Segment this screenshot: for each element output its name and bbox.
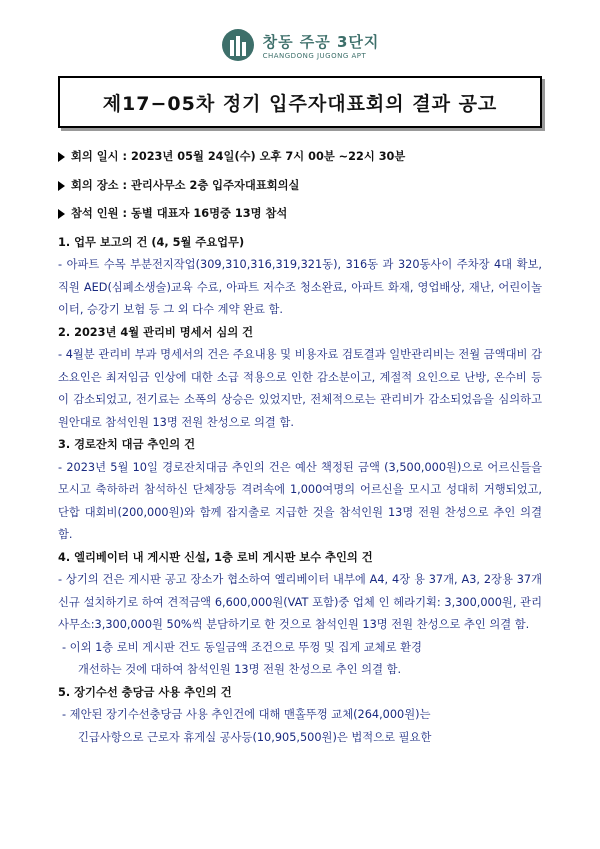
title-box bbox=[58, 76, 542, 128]
section-4-body: - 상기의 건은 게시판 공고 장소가 협소하여 엘리베이터 내부에 A4, 4장 용 37개, A3, 2장용 37개 신규 설치하기로 하여 견적금액 6,600,000원(VAT 포함)중 업체 인 헤라기획: 3,300,000원, 관리사무소:3,300,000원 50%씩 분담하기로 한 것으로 참석인원 13명 전원 찬성으로 추인 의결 함. bbox=[58, 573, 542, 631]
section-5-title: 5. 장기수선 충당금 사용 추인의 건 bbox=[58, 685, 232, 699]
section-5-body: - 제안된 장기수선충당금 사용 추인건에 대해 맨홀뚜껑 교체(264,000원)는 긴급사항으로 근로자 휴게실 공사등(10,905,500원)은 법적으로 필요한 bbox=[62, 708, 432, 744]
section-4-title: 4. 엘리베이터 내 게시판 신설, 1층 로비 게시판 보수 추인의 건 bbox=[58, 550, 373, 564]
info-meeting-time: 회의 일시 : 2023년 05월 24일(수) 오후 7시 00분 ~22시 30분 bbox=[58, 146, 542, 169]
logo-subtitle: CHANGDONG JUGONG APT bbox=[262, 51, 367, 60]
section-1-title: 1. 업무 보고의 건 (4, 5월 주요업무) bbox=[58, 235, 245, 249]
logo-name: 창동 주공 3단지 bbox=[262, 32, 380, 51]
section-2-title: 2. 2023년 4월 관리비 명세서 심의 건 bbox=[58, 325, 254, 339]
section-3-body: - 2023년 5월 10일 경로잔치대금 추인의 건은 예산 책정된 금액 (3,500,000원)으로 어르신들을 모시고 축하하러 참석하신 단체장등 격려속에 1,000여명의 어르신을 모시고 성대히 거행되었고, 단합 대회비(200,000원)와 함께 잡지출로 지급한 것을 참석인원 13명 전원 찬성으로 추인 의결 함. bbox=[58, 460, 542, 541]
section-3-title: 3. 경로잔치 대금 추인의 건 bbox=[58, 438, 196, 451]
info-attendance: 참석 인원 : 동별 대표자 16명중 13명 참석 bbox=[58, 203, 542, 226]
logo bbox=[0, 28, 600, 62]
section-2-body: - 4월분 관리비 부과 명세서의 건은 주요내용 및 비용자료 검토결과 일반관리비는 전월 금액대비 감소요인은 최저임금 인상에 대한 소급 적용으로 인한 감소분이고, 계절적 요인으로 난방, 온수비 등이 감소되었고, 전기료는 소폭의 상승은 있었지만, 전체적으로는 관리비가 감소되었음을 심의하고 원안대로 참석인원 13명 전원 찬성으로 의결 함. bbox=[58, 348, 542, 429]
triangle-bullet-icon bbox=[58, 209, 65, 219]
document-body bbox=[58, 146, 542, 749]
section-4-body-extra: - 이외 1층 로비 게시판 건도 동일금액 조건으로 뚜껑 및 집게 교체로 환경 개선하는 것에 대하여 참석인원 13명 전원 찬성으로 추인 의결 함. bbox=[62, 640, 422, 676]
triangle-bullet-icon bbox=[58, 152, 65, 162]
section-1-body: - 아파트 수목 부분전지작업(309,310,316,319,321동), 316동 과 320동사이 주차장 4대 확보, 직원 AED(심폐소생술)교육 수료, 아파트 저수조 청소완료, 아파트 화재, 영업배상, 재난, 어린이놀이터, 승강기 보험 등 그 외 다수 계약 완료 함. bbox=[58, 258, 542, 316]
triangle-bullet-icon bbox=[58, 181, 65, 191]
info-meeting-place: 회의 장소 : 관리사무소 2층 입주자대표회의실 bbox=[58, 175, 542, 198]
page-title: 제17−05차 정기 입주자대표회의 결과 공고 bbox=[102, 92, 498, 115]
apartment-logo-icon bbox=[221, 28, 255, 62]
